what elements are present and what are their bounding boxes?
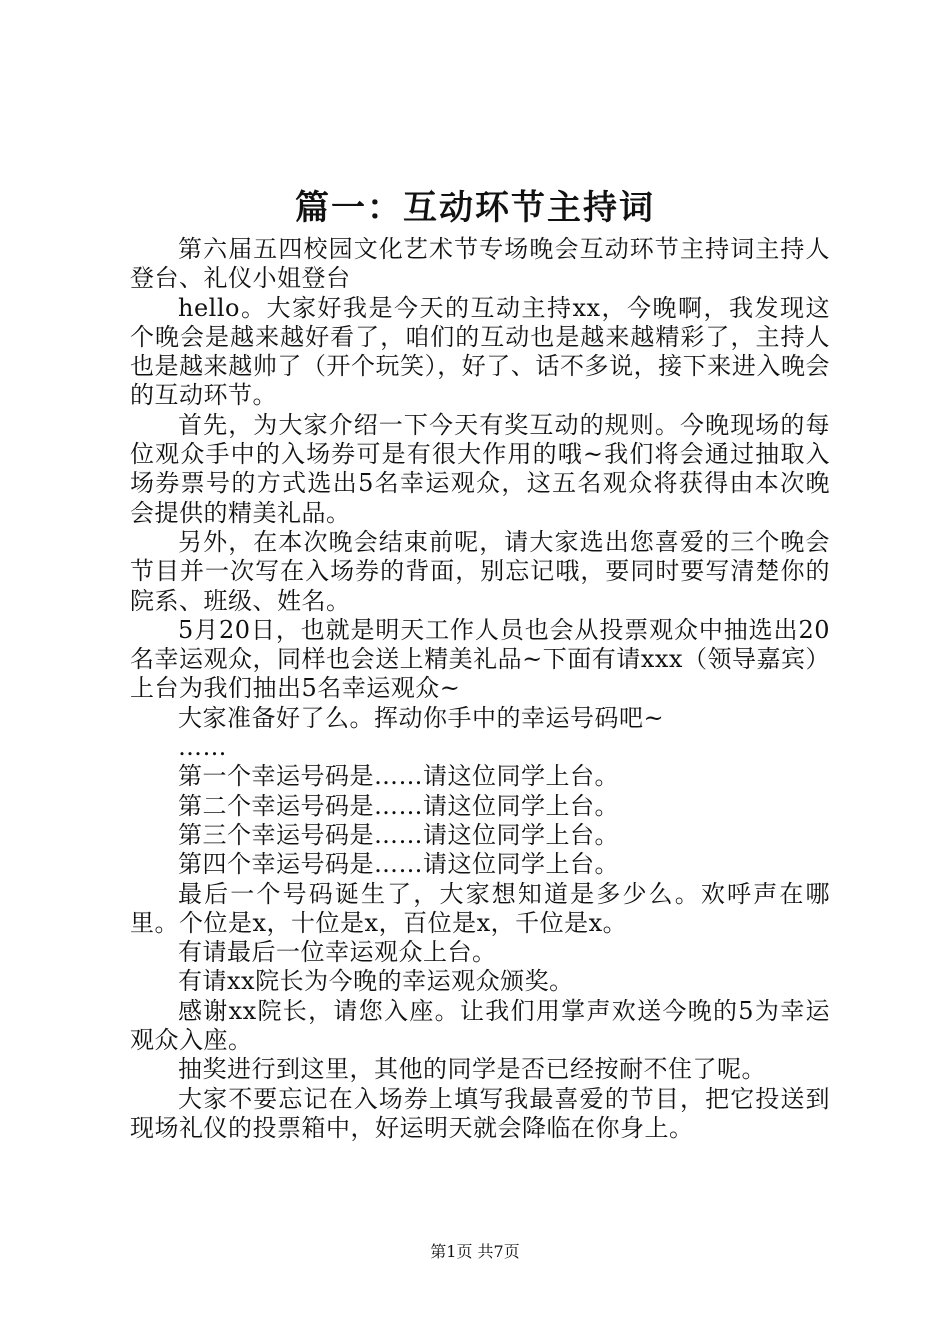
paragraph: 第四个幸运号码是……请这位同学上台。 [178,850,619,879]
paragraph: 第二个幸运号码是……请这位同学上台。 [178,791,619,820]
paragraph: 首先，为大家介绍一下今天有奖互动的规则。今晚现场的每位观众手中的入场券可是有很大作用的哦~我们将会通过抽取入场券票号的方式选出5名幸运观众，这五名观众将获得由本次晚会提供的精美礼品。 [130,410,830,527]
paragraph: 第三个幸运号码是……请这位同学上台。 [178,820,619,849]
paragraph: 5月20日，也就是明天工作人员也会从投票观众中抽选出20名幸运观众，同样也会送上精美礼品~下面有请xxx（领导嘉宾）上台为我们抽出5名幸运观众~ [130,615,830,703]
paragraph: 感谢xx院长，请您入座。让我们用掌声欢送今晚的5为幸运观众入座。 [130,996,830,1055]
paragraph: 第六届五四校园文化艺术节专场晚会互动环节主持词主持人登台、礼仪小姐登台 [130,235,830,293]
paragraph: …… [178,733,227,762]
paragraph: 有请最后一位幸运观众上台。 [178,938,497,967]
paragraph: 大家不要忘记在入场券上填写我最喜爱的节目，把它投送到现场礼仪的投票箱中，好运明天就会降临在你身上。 [130,1084,830,1142]
document-body [130,235,830,1143]
document-title: 篇一：互动环节主持词 [295,188,655,228]
paragraph: hello。大家好我是今天的互动主持xx，今晚啊，我发现这个晚会是越来越好看了，咱们的互动也是越来越精彩了，主持人也是越来越帅了（开个玩笑），好了、话不多说，接下来进入晚会的互动环节。 [130,293,830,410]
paragraph: 另外，在本次晚会结束前呢，请大家选出您喜爱的三个晚会节目并一次写在入场券的背面，别忘记哦，要同时要写清楚你的院系、班级、姓名。 [130,527,830,615]
paragraph: 最后一个号码诞生了，大家想知道是多少么。欢呼声在哪里。个位是x，十位是x，百位是x，千位是x。 [130,879,830,937]
paragraph: 大家准备好了么。挥动你手中的幸运号码吧~ [178,703,665,732]
paragraph: 第一个幸运号码是……请这位同学上台。 [178,762,619,791]
paragraph: 有请xx院长为今晚的幸运观众颁奖。 [178,967,574,996]
paragraph: 抽奖进行到这里，其他的同学是否已经按耐不住了呢。 [178,1055,766,1084]
page-footer: 第1页 共7页 [430,1242,520,1261]
